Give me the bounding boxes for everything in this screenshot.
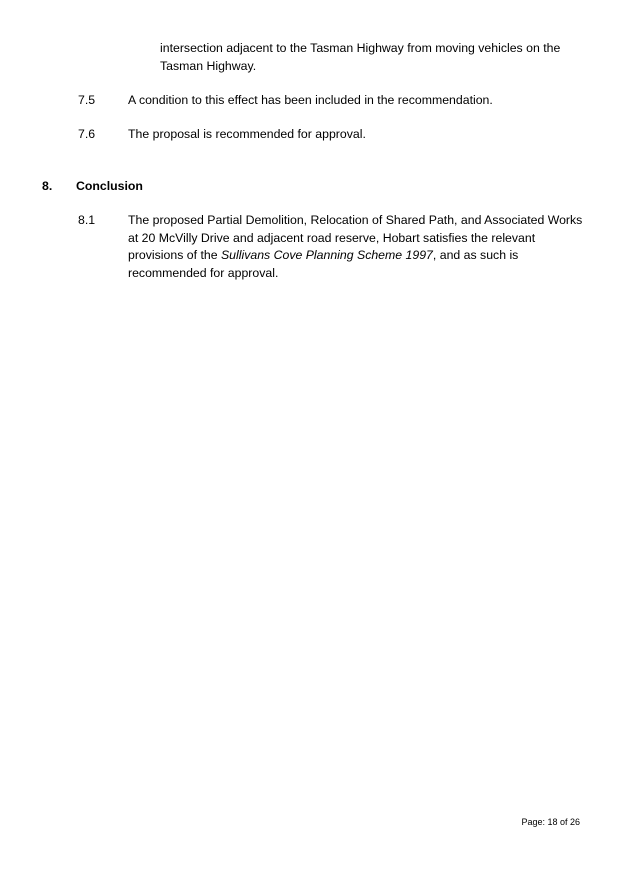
item-number: 7.5 [78, 93, 96, 107]
planning-scheme-title: Sullivans Cove Planning Scheme 1997 [220, 248, 433, 262]
item-text [128, 212, 588, 282]
item-text: A condition to this effect has been included in the recommendation. [128, 93, 493, 107]
conclusion-text-after: , and as such is recommended for approval. [128, 248, 519, 280]
page-number-footer: Page: 18 of 26 [521, 817, 580, 827]
item-number: 8.1 [78, 213, 96, 227]
continued-paragraph: intersection adjacent to the Tasman Highway from moving vehicles on the Tasman Highway. [160, 41, 561, 73]
section-number: 8. [42, 179, 53, 193]
section-title: Conclusion [76, 179, 143, 193]
item-text: The proposal is recommended for approval. [128, 127, 366, 141]
conclusion-text-before: The proposed Partial Demolition, Relocation of Shared Path, and Associated Works at 20 McVilly Drive and adjacent road reserve, Hobart satisfies the relevant provisions of the [128, 213, 583, 262]
item-number: 7.6 [78, 127, 96, 141]
